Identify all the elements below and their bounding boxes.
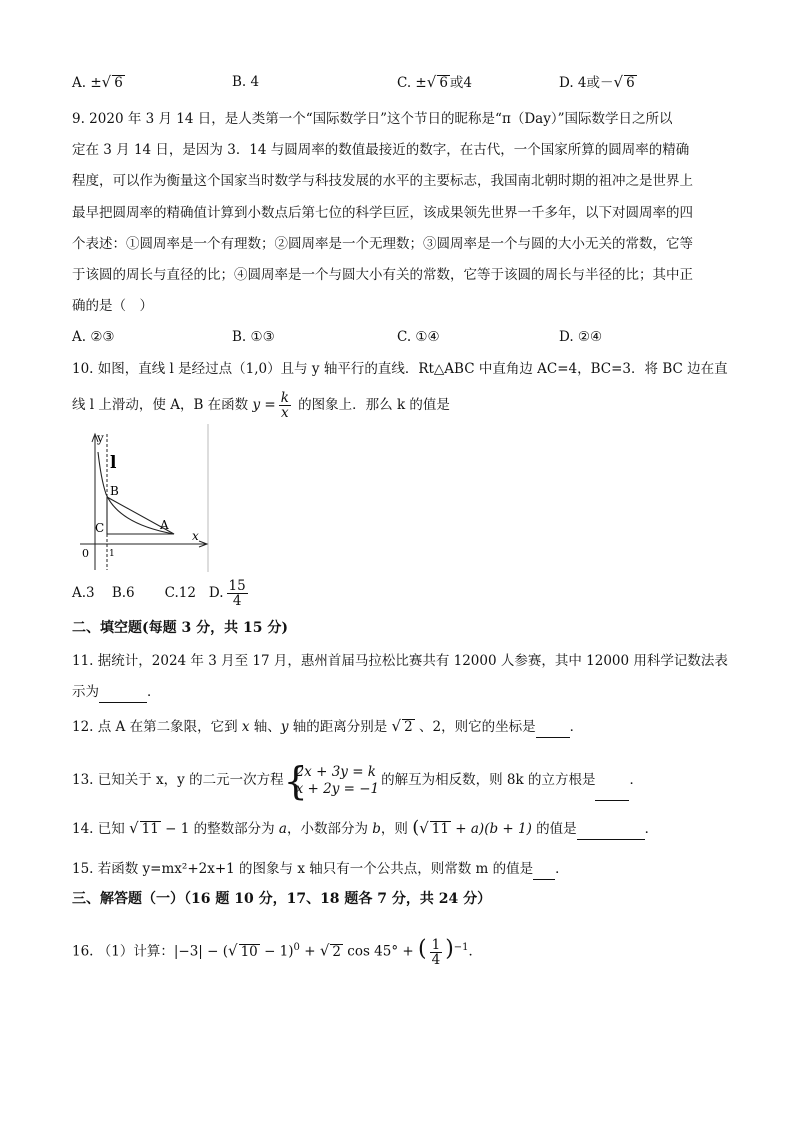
q15-line (72, 859, 569, 880)
q16-frac-num: 1 (431, 936, 441, 953)
graph-y-label: y (97, 431, 104, 445)
q8-option-d-prefix: D. 4或－ (559, 75, 614, 91)
q14-mid1: 的整数部分为 (189, 821, 279, 837)
q10-option-d-fraction (227, 579, 248, 608)
section-3-heading: 三、解答题（一）（16 题 10 分，17、18 题各 7 分，共 24 分） (72, 891, 492, 907)
graph-l-label: l (110, 453, 117, 473)
q10-option-d-prefix: D. (208, 585, 224, 601)
q9-line-4: 最早把圆周率的精确值计算到小数点后第七位的科学巨匠，该成果领先世界一千多年，以下对圆周率的四 (72, 205, 693, 221)
graph-a-label: A (160, 518, 169, 532)
q12-y: y (280, 719, 289, 735)
q10-option-d-numerator: 15 (228, 578, 246, 594)
graph-b-label: B (110, 484, 119, 498)
q8-option-c-suffix: 或4 (449, 75, 472, 91)
q9-line-3: 程度，可以作为衡量这个国家当时数学与科技发展的水平的主要标志，我国南北朝时期的祖冲之是世界上 (72, 173, 693, 189)
q10-func-fraction (279, 391, 291, 420)
q14-line: 14. 已知 √ 11 − 1 的整数部分为 a，小数部分为 b，则 (√ 11 + a)(b + 1) 的值是 ． (72, 817, 659, 838)
q13-answer-blank[interactable] (595, 760, 629, 801)
q13-line (72, 760, 643, 801)
q9-option-c: C. ①④ (397, 329, 440, 345)
q13-equation-1: { 2x + 3y = k (295, 763, 376, 780)
q16-pre: 16. （1）计算： (72, 943, 174, 960)
q12-pre: 12. 点 A 在第二象限，它到 (72, 719, 242, 735)
q13-pre: 13. 已知关于 x，y 的二元一次方程 (72, 772, 284, 788)
q16-frac-den: 4 (431, 951, 441, 968)
q14-expr-post: + a)(b + 1) (450, 821, 532, 837)
q12-end: ． (569, 719, 584, 735)
q10-options (72, 576, 251, 610)
q13-post: 的解互为相反数，则 8k 的立方根是 (381, 772, 596, 788)
q11-line-2-text: 示为 (72, 684, 99, 700)
q10-line-2-pre: 线 l 上滑动，使 A，B 在函数 (72, 397, 253, 413)
q16-exp-0: 0 (293, 942, 300, 953)
q10-line-2 (72, 388, 450, 422)
q8-option-c: C. ±√ 6 或4 (397, 73, 472, 91)
q8-option-a-radicand: 6 (114, 75, 123, 91)
graph-c-label: C (95, 521, 105, 535)
q9-option-d: D. ②④ (559, 329, 603, 345)
q10-graph (74, 424, 214, 574)
q14-expr-radicand: 11 (431, 821, 449, 837)
q16-abs: |−3| (173, 943, 203, 960)
q16-minus: − ( (202, 943, 229, 960)
q13-equation-2: x + 2y = −1 (295, 780, 380, 797)
section-2-heading: 二、填空题(每题 3 分，共 15 分) (72, 620, 288, 636)
q8-option-a: A. ±√ 6 (72, 73, 123, 91)
q16-end: ． (468, 943, 483, 960)
q14-end: ． (644, 821, 659, 837)
q8-option-c-prefix: C. ± (397, 75, 427, 91)
q14-mid3: ，则 (380, 821, 413, 837)
q10-func-denominator: x (280, 405, 289, 421)
q14-radicand: 11 (141, 821, 159, 837)
q13-equation-system (286, 764, 380, 798)
q15-text: 15. 若函数 y=mx²+2x+1 的图象与 x 轴只有一个公共点，则常数 m 的值是 (72, 861, 534, 877)
q11-answer-blank[interactable] (99, 682, 147, 703)
q9-line-2: 定在 3 月 14 日，是因为 3．14 与圆周率的数值最接近的数字，在古代，一个国家所算的圆周率的精确 (72, 142, 690, 158)
q14-answer-blank[interactable] (577, 819, 645, 840)
q14-expr-open: ( (412, 817, 420, 838)
q8-option-c-radicand: 6 (439, 75, 448, 91)
q16-radicand-2: 2 (332, 943, 341, 960)
q10-option-b: B.6 (111, 585, 135, 601)
q16-cos: cos 45° + (342, 943, 418, 960)
q16-fraction (430, 938, 443, 967)
q16-line: 16. （1）计算：|−3| − (√ 10 − 1)$^0$ + √ 2 cos 45° + ( $\frac{1}{4}$ )$^{-1}$． (72, 936, 483, 968)
q16-exp-neg1: −1 (453, 942, 469, 953)
q10-func-lhs: y = (252, 397, 276, 413)
graph-x-label: x (192, 529, 199, 543)
q12-x: x (241, 719, 250, 735)
q15-end: ． (555, 861, 569, 877)
q16-radicand-10: 10 (240, 943, 258, 960)
q11-line-1: 11. 据统计，2024 年 3 月至 17 月，惠州首届马拉松比赛共有 12000 人参赛，其中 12000 用科学记数法表 (72, 653, 728, 669)
q10-option-a: A.3 (72, 585, 95, 601)
q14-pre: 14. 已知 (72, 821, 130, 837)
q8-option-d: D. 4或－√ 6 (559, 73, 635, 91)
q10-option-c: C.12 (164, 585, 196, 601)
q15-answer-blank[interactable] (533, 859, 555, 880)
q10-option-d-denominator: 4 (232, 593, 242, 609)
q14-minus1: − 1 (160, 821, 190, 837)
q14-post: 的值是 (531, 821, 577, 837)
q12-line: 12. 点 A 在第二象限，它到 x 轴、y 轴的距离分别是 √ 2 、2，则它的坐标是 ． (72, 716, 583, 738)
q13-end: ． (629, 772, 643, 788)
q12-radicand: 2 (404, 719, 413, 735)
q9-line-5: 个表述：①圆周率是一个有理数；②圆周率是一个无理数；③圆周率是一个与圆的大小无关的常数，它等 (72, 236, 693, 252)
q8-option-b: B. 4 (232, 74, 260, 90)
q8-option-a-prefix: A. ± (72, 75, 102, 91)
q16-plus: + (299, 943, 320, 960)
q9-line-7: 确的是（ ） (72, 298, 153, 314)
q8-option-d-radicand: 6 (626, 75, 635, 91)
q12-mid2: 轴的距离分别是 (288, 719, 392, 735)
q10-line-2-post: 的图象上．那么 k 的值是 (293, 397, 450, 413)
q12-answer-blank[interactable] (536, 717, 570, 738)
q9-line-6: 于该圆的周长与直径的比；④圆周率是一个与圆大小有关的常数，它等于该圆的周长与半径的比；其中正 (72, 267, 693, 283)
q10-line-1: 10. 如图，直线 l 是经过点（1,0）且与 y 轴平行的直线．Rt△ABC 中直角边 AC=4，BC=3．将 BC 边在直 (72, 361, 728, 377)
q16-m1: − 1) (259, 943, 294, 960)
graph-tick-label: 1 (109, 549, 115, 559)
q14-mid2: ，小数部分为 (286, 821, 373, 837)
q11-line-2 (72, 682, 161, 703)
graph-origin-label: 0 (82, 547, 89, 560)
q9-option-b: B. ①③ (232, 329, 275, 345)
q9-line-1: 9. 2020 年 3 月 14 日，是人类第一个“国际数学日”这个节日的昵称是“π（Day）”国际数学日之所以 (72, 111, 673, 127)
q10-func-numerator: k (280, 390, 289, 406)
q11-end: ． (147, 684, 161, 700)
q14-a: a (278, 821, 287, 837)
q9-option-a: A. ②③ (72, 329, 115, 345)
q14-b: b (372, 821, 381, 837)
q12-mid1: 轴、 (249, 719, 281, 735)
q12-post: 、2，则它的坐标是 (414, 719, 536, 735)
